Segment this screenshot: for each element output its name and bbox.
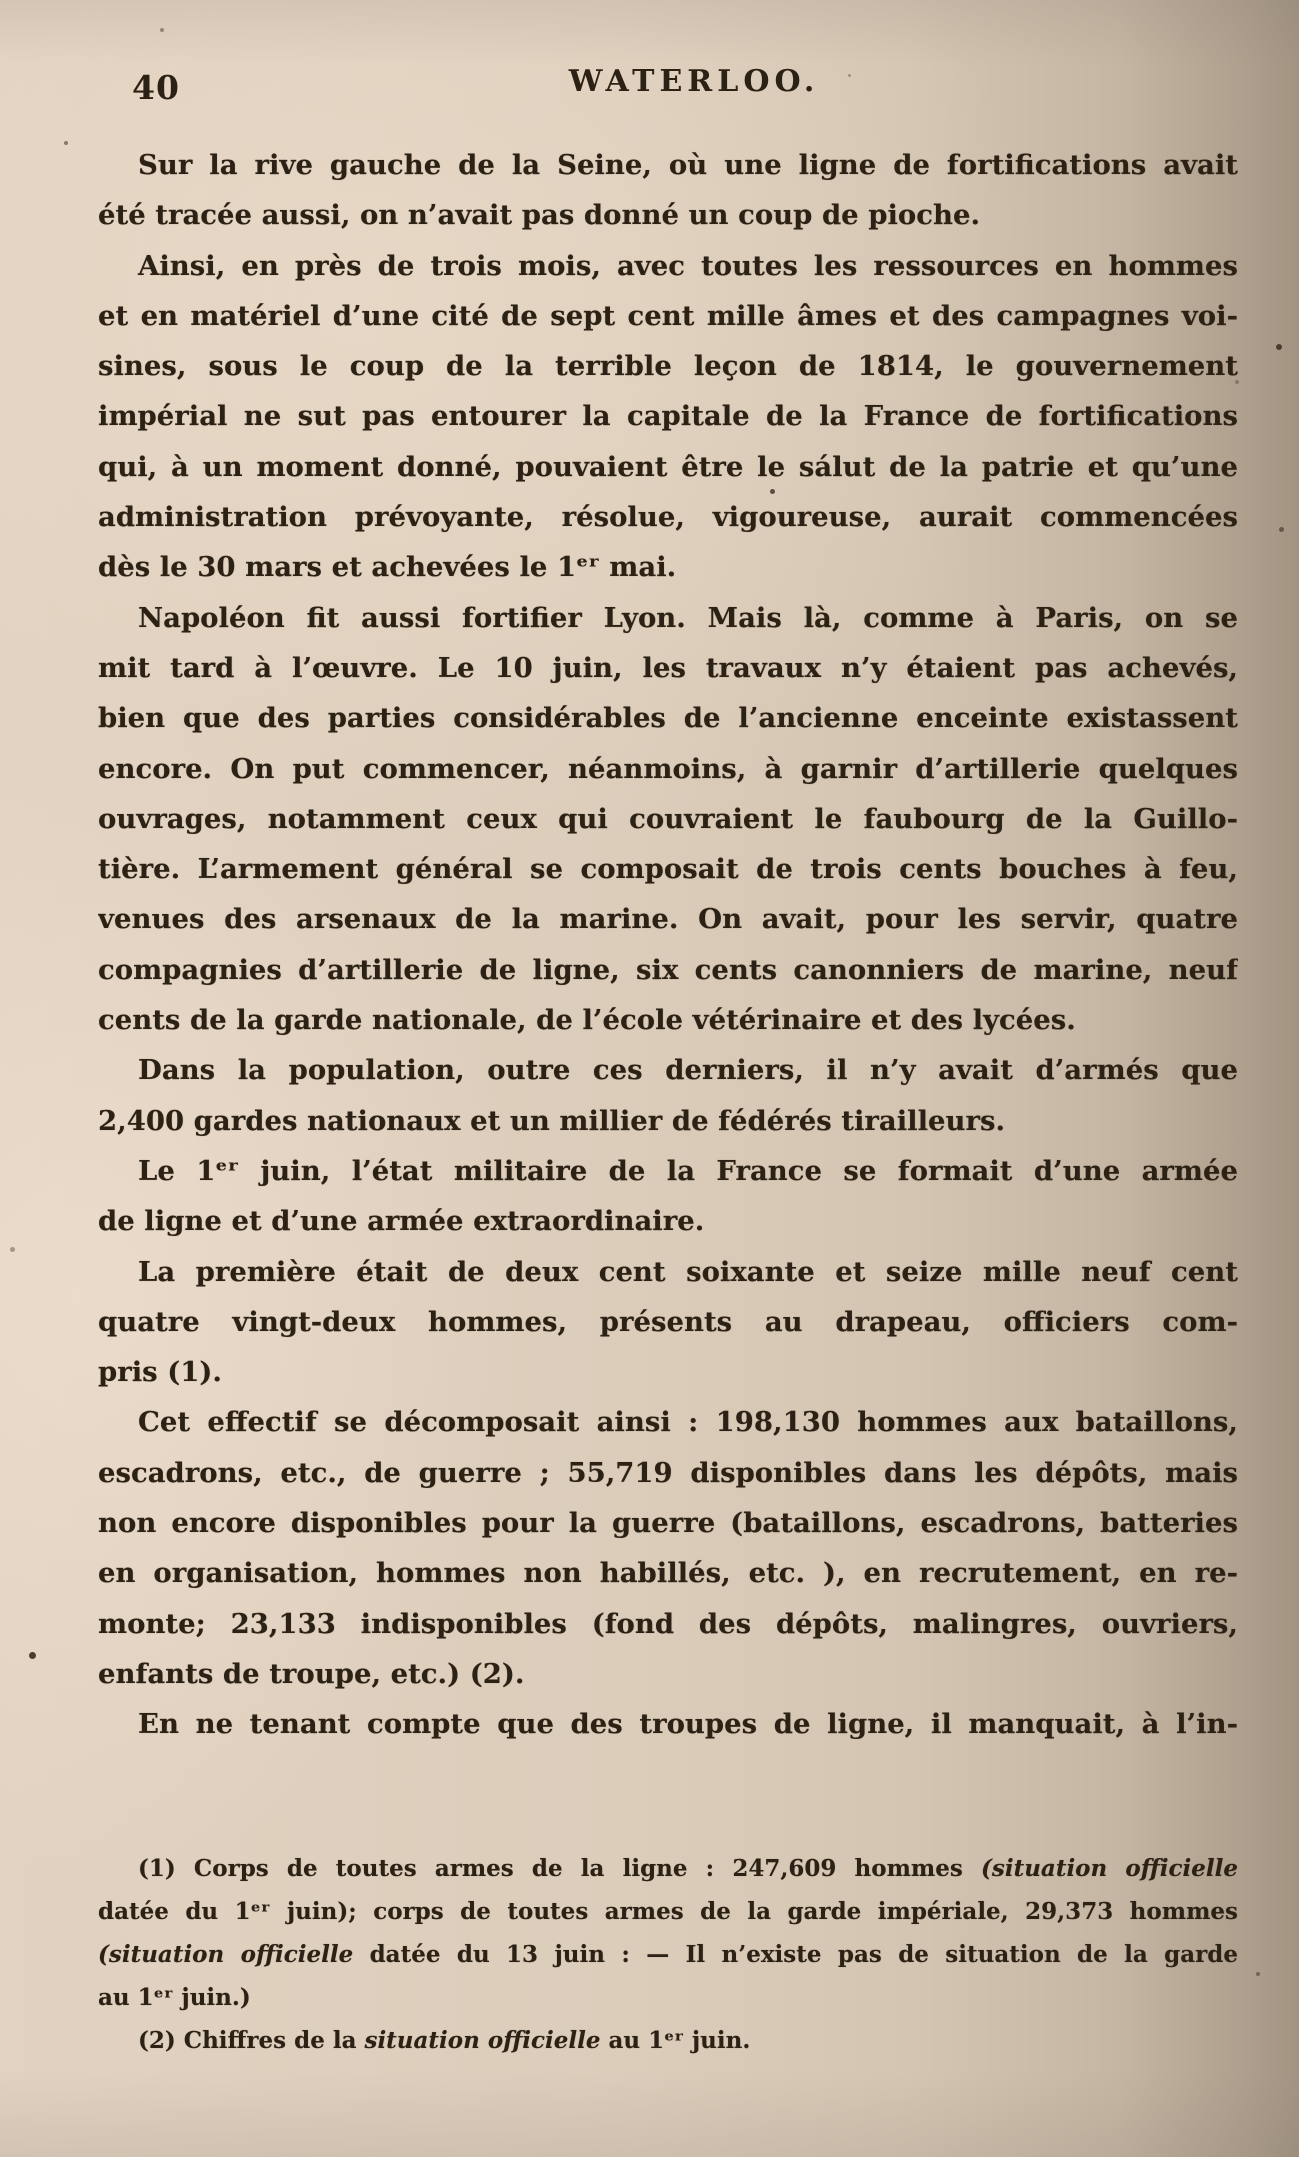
text: Napoléon fit aussi fortifier Lyon. Mais là, comme à Paris, on se — [138, 601, 1238, 634]
text: qui, à un moment donné, pouvaient être le sálut de la patrie et qu’une — [98, 450, 1238, 483]
text: au 1ᵉʳ juin.) — [98, 1984, 251, 2011]
text: en organisation, hommes non habillés, etc. ), en recrutement, en re- — [98, 1557, 1238, 1590]
text: monte; 23,133 indisponibles (fond des dépôts, malingres, ouvriers, — [98, 1607, 1238, 1640]
text: cents de la garde nationale, de l’école vétérinaire et des lycées. — [98, 1004, 1076, 1037]
footnote-line — [98, 1933, 1238, 1976]
text: tière. L’armement général se composait de trois cents bouches à feu, — [98, 853, 1238, 886]
text: escadrons, etc., de guerre ; 55,719 disponibles dans les dépôts, mais — [98, 1456, 1238, 1489]
body-line — [98, 1448, 1238, 1498]
body-line — [98, 794, 1238, 844]
ink-speck — [29, 1652, 36, 1659]
footnote-line — [98, 2019, 1238, 2062]
body-line — [98, 593, 1238, 643]
footnote-line — [98, 1976, 1238, 2019]
ink-speck — [1276, 344, 1282, 350]
running-title: WATERLOO. — [568, 64, 820, 99]
italic-text: situation officielle — [364, 2027, 601, 2054]
ink-speck — [1279, 527, 1284, 532]
text: bien que des parties considérables de l’ancienne enceinte existassent — [98, 702, 1238, 735]
body-line — [98, 1397, 1238, 1447]
body-line — [98, 341, 1238, 391]
body-line — [98, 1498, 1238, 1548]
body-line — [98, 1347, 1238, 1397]
footnotes — [98, 1847, 1238, 2062]
body-line — [98, 140, 1238, 190]
body-line — [98, 1045, 1238, 1095]
text: datée du 13 juin : — Il n’existe pas de situation de la garde — [353, 1941, 1238, 1968]
body-line — [98, 391, 1238, 441]
footnote-line — [98, 1847, 1238, 1890]
text: non encore disponibles pour la guerre (bataillons, escadrons, batteries — [98, 1507, 1238, 1540]
text: (1) Corps de toutes armes de la ligne : 247,609 hommes — [138, 1855, 981, 1882]
text: compagnies d’artillerie de ligne, six cents canonniers de marine, neuf — [98, 953, 1238, 986]
body-line — [98, 442, 1238, 492]
body-line — [98, 844, 1238, 894]
text: Le 1ᵉʳ juin, l’état militaire de la France se formait d’une armée — [138, 1154, 1238, 1187]
ink-speck — [64, 141, 68, 145]
text: encore. On put commencer, néanmoins, à garnir d’artillerie quelques — [98, 752, 1238, 785]
body-line — [98, 241, 1238, 291]
text: impérial ne sut pas entourer la capitale de la France de fortifications — [98, 400, 1238, 433]
italic-text: (situation officielle — [98, 1941, 354, 1968]
ink-speck — [1256, 1972, 1260, 1976]
text: dès le 30 mars et achevées le 1ᵉʳ mai. — [98, 551, 677, 584]
ink-speck — [10, 1247, 15, 1252]
text: Dans la population, outre ces derniers, il n’y avait d’armés que — [138, 1054, 1238, 1087]
body-text — [98, 140, 1238, 1750]
body-line — [98, 542, 1238, 592]
body-line — [98, 1548, 1238, 1598]
ink-speck — [770, 489, 775, 494]
text: de ligne et d’une armée extraordinaire. — [98, 1205, 705, 1238]
text: ouvrages, notamment ceux qui couvraient le faubourg de la Guillo- — [98, 802, 1238, 835]
body-line — [98, 945, 1238, 995]
body-line — [98, 1247, 1238, 1297]
text: quatre vingt-deux hommes, présents au drapeau, officiers com- — [98, 1305, 1238, 1338]
text: (2) Chiffres de la — [138, 2027, 365, 2054]
body-line — [98, 291, 1238, 341]
body-line — [98, 1297, 1238, 1347]
text: En ne tenant compte que des troupes de ligne, il manquait, à l’in- — [138, 1708, 1238, 1741]
text: sines, sous le coup de la terrible leçon de 1814, le gouvernement — [98, 350, 1238, 383]
text: Ainsi, en près de trois mois, avec toutes les ressources en hommes — [138, 249, 1238, 282]
body-line — [98, 643, 1238, 693]
body-line — [98, 894, 1238, 944]
body-line — [98, 190, 1238, 240]
text: été tracée aussi, on n’avait pas donné un coup de pioche. — [98, 199, 981, 232]
page-number: 40 — [132, 68, 180, 107]
text: datée du 1ᵉʳ juin); corps de toutes armes de la garde impériale, 29,373 hommes — [98, 1898, 1238, 1925]
body-line — [98, 1599, 1238, 1649]
body-line — [98, 1096, 1238, 1146]
footnote-line — [98, 1890, 1238, 1933]
italic-text: (situation officielle — [981, 1855, 1238, 1882]
text: au 1ᵉʳ juin. — [600, 2027, 751, 2054]
text: mit tard à l’œuvre. Le 10 juin, les travaux n’y étaient pas achevés, — [98, 651, 1238, 684]
body-line — [98, 995, 1238, 1045]
text: Cet effectif se décomposait ainsi : 198,130 hommes aux bataillons, — [138, 1406, 1238, 1439]
body-line — [98, 744, 1238, 794]
body-line — [98, 1699, 1238, 1749]
text: et en matériel d’une cité de sept cent mille âmes et des campagnes voi- — [98, 299, 1238, 332]
ink-speck — [1235, 380, 1239, 384]
text: enfants de troupe, etc.) (2). — [98, 1657, 525, 1690]
ink-speck — [848, 74, 851, 77]
text: pris (1). — [98, 1356, 222, 1389]
text: La première était de deux cent soixante et seize mille neuf cent — [138, 1255, 1238, 1288]
body-line — [98, 1196, 1238, 1246]
ink-speck — [160, 28, 164, 32]
text: venues des arsenaux de la marine. On avait, pour les servir, quatre — [98, 903, 1238, 936]
text: Sur la rive gauche de la Seine, où une ligne de fortifications avait — [138, 149, 1238, 181]
body-line — [98, 1146, 1238, 1196]
body-line — [98, 1649, 1238, 1699]
body-line — [98, 492, 1238, 542]
body-line — [98, 693, 1238, 743]
text: administration prévoyante, résolue, vigoureuse, aurait commencées — [98, 501, 1238, 534]
text: 2,400 gardes nationaux et un millier de fédérés tirailleurs. — [98, 1104, 1006, 1137]
